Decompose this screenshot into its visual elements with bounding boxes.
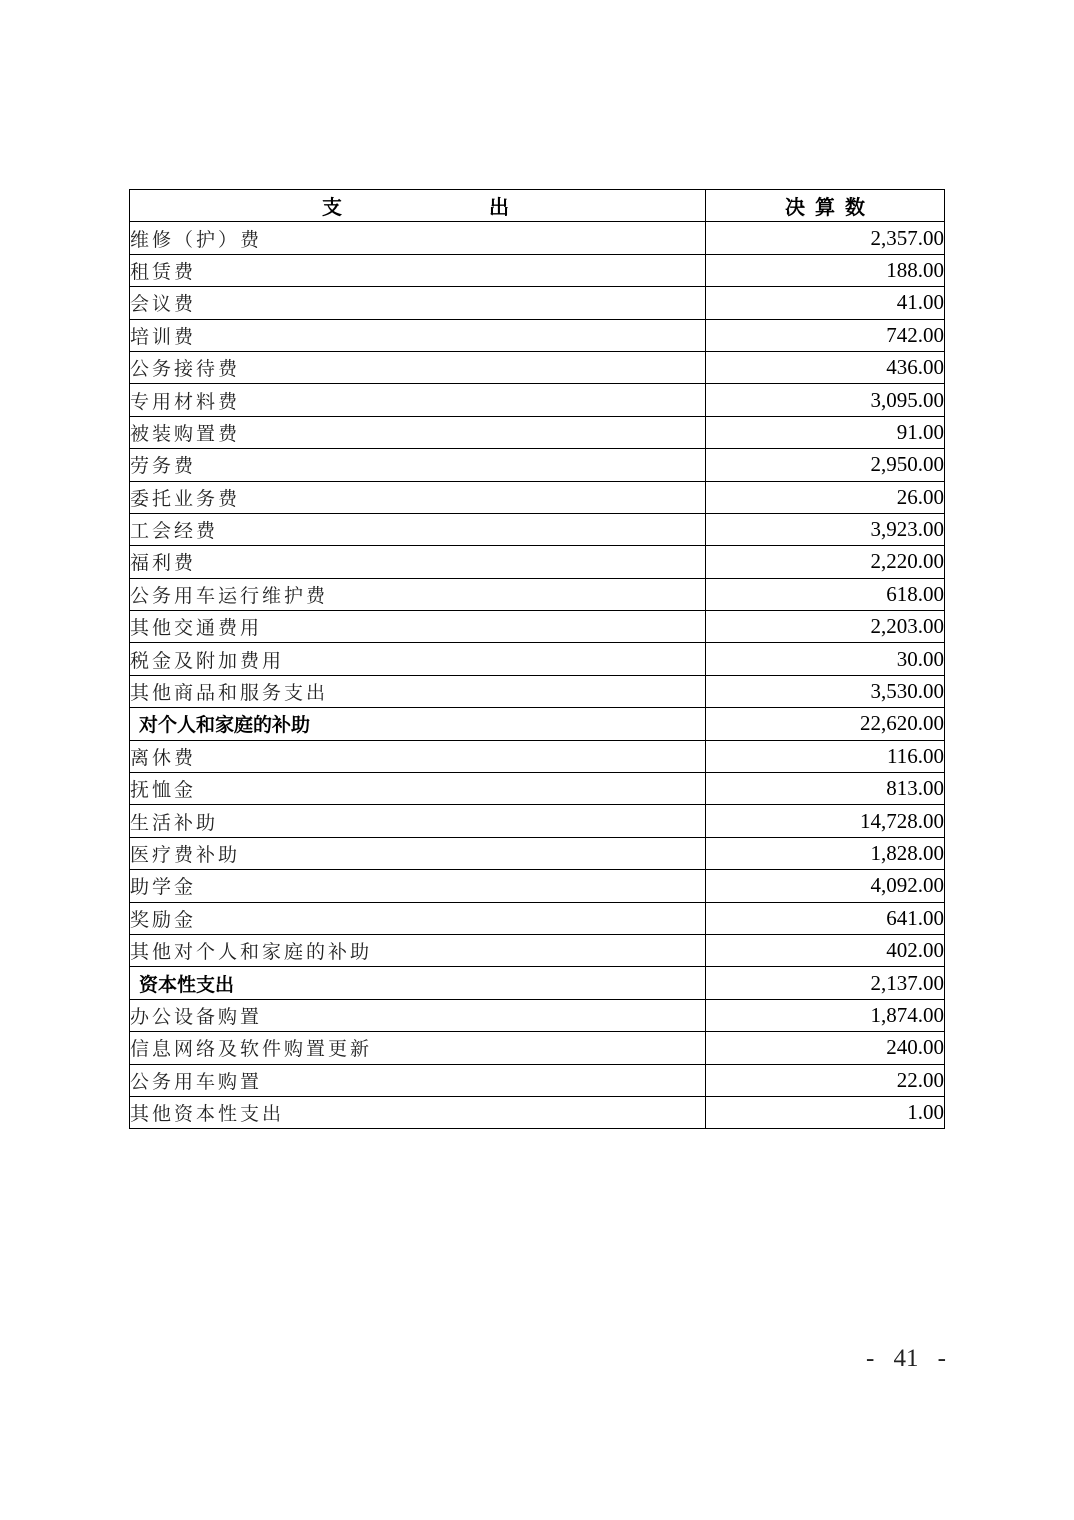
final-amount-value: 742.00 [706,319,945,351]
table-row [130,643,945,675]
table-row [130,740,945,772]
expense-item-label: 培训费 [130,319,706,351]
expense-item-label: 维修（护）费 [130,222,706,254]
table-row [130,999,945,1031]
expense-item-label: 其他商品和服务支出 [130,675,706,707]
header-expense-item-right: 出 [489,195,509,220]
expense-item-label: 专用材料费 [130,384,706,416]
expense-item-label: 信息网络及软件购置更新 [130,1032,706,1064]
expense-item-label: 其他对个人和家庭的补助 [130,934,706,966]
table-row [130,546,945,578]
final-amount-value: 116.00 [706,740,945,772]
expense-item-label: 被装购置费 [130,416,706,448]
expense-item-label: 奖励金 [130,902,706,934]
table-row [130,287,945,319]
expense-item-label: 离休费 [130,740,706,772]
expense-item-label: 公务用车购置 [130,1064,706,1096]
table-row [130,675,945,707]
expense-item-label: 资本性支出 [130,967,706,999]
table-row [130,1064,945,1096]
table-row [130,513,945,545]
final-amount-value: 26.00 [706,481,945,513]
final-amount-value: 188.00 [706,254,945,286]
expense-item-label: 劳务费 [130,449,706,481]
table-row [130,805,945,837]
expense-item-label: 委托业务费 [130,481,706,513]
table-row [130,481,945,513]
expense-item-label: 抚恤金 [130,773,706,805]
table-row [130,254,945,286]
header-final-amount [706,190,945,222]
expense-item-label: 公务用车运行维护费 [130,578,706,610]
table-row [130,902,945,934]
final-amount-value: 1.00 [706,1096,945,1128]
final-amount-value: 4,092.00 [706,870,945,902]
table-header-row [130,190,945,222]
header-expense-item [130,190,706,222]
final-amount-value: 2,357.00 [706,222,945,254]
expense-item-label: 会议费 [130,287,706,319]
expense-item-label: 公务接待费 [130,351,706,383]
final-amount-value: 813.00 [706,773,945,805]
expense-item-label: 其他资本性支出 [130,1096,706,1128]
table-row [130,934,945,966]
expense-item-label: 租赁费 [130,254,706,286]
expense-item-label: 生活补助 [130,805,706,837]
table-row [130,416,945,448]
expense-item-label: 办公设备购置 [130,999,706,1031]
category-row [130,708,945,740]
expense-item-label: 助学金 [130,870,706,902]
table-body [130,222,945,1129]
expense-item-label: 对个人和家庭的补助 [130,708,706,740]
expense-table-container [129,189,944,1129]
table-row [130,449,945,481]
final-amount-value: 22.00 [706,1064,945,1096]
table-row [130,611,945,643]
table-row [130,1096,945,1128]
expense-table [129,189,945,1129]
page-number-dash-right: - [937,1345,946,1372]
table-row [130,1032,945,1064]
final-amount-value: 2,220.00 [706,546,945,578]
page-number [866,1345,946,1373]
table-row [130,222,945,254]
final-amount-value: 1,828.00 [706,837,945,869]
table-row [130,384,945,416]
final-amount-value: 618.00 [706,578,945,610]
final-amount-value: 641.00 [706,902,945,934]
header-expense-item-left: 支 [322,195,342,220]
page-number-value: 41 [893,1345,919,1372]
final-amount-value: 436.00 [706,351,945,383]
final-amount-value: 240.00 [706,1032,945,1064]
page-number-dash-left: - [866,1345,875,1372]
table-row [130,837,945,869]
final-amount-value: 91.00 [706,416,945,448]
expense-item-label: 税金及附加费用 [130,643,706,675]
header-final-amount-label: 决算数 [785,195,875,220]
final-amount-value: 1,874.00 [706,999,945,1031]
final-amount-value: 2,203.00 [706,611,945,643]
final-amount-value: 402.00 [706,934,945,966]
final-amount-value: 3,923.00 [706,513,945,545]
table-row [130,578,945,610]
final-amount-value: 14,728.00 [706,805,945,837]
category-row [130,967,945,999]
final-amount-value: 2,950.00 [706,449,945,481]
table-row [130,319,945,351]
expense-item-label: 工会经费 [130,513,706,545]
table-row [130,773,945,805]
table-row [130,870,945,902]
expense-item-label: 福利费 [130,546,706,578]
final-amount-value: 22,620.00 [706,708,945,740]
final-amount-value: 3,530.00 [706,675,945,707]
final-amount-value: 30.00 [706,643,945,675]
table-row [130,351,945,383]
expense-item-label: 医疗费补助 [130,837,706,869]
expense-item-label: 其他交通费用 [130,611,706,643]
final-amount-value: 41.00 [706,287,945,319]
final-amount-value: 2,137.00 [706,967,945,999]
final-amount-value: 3,095.00 [706,384,945,416]
